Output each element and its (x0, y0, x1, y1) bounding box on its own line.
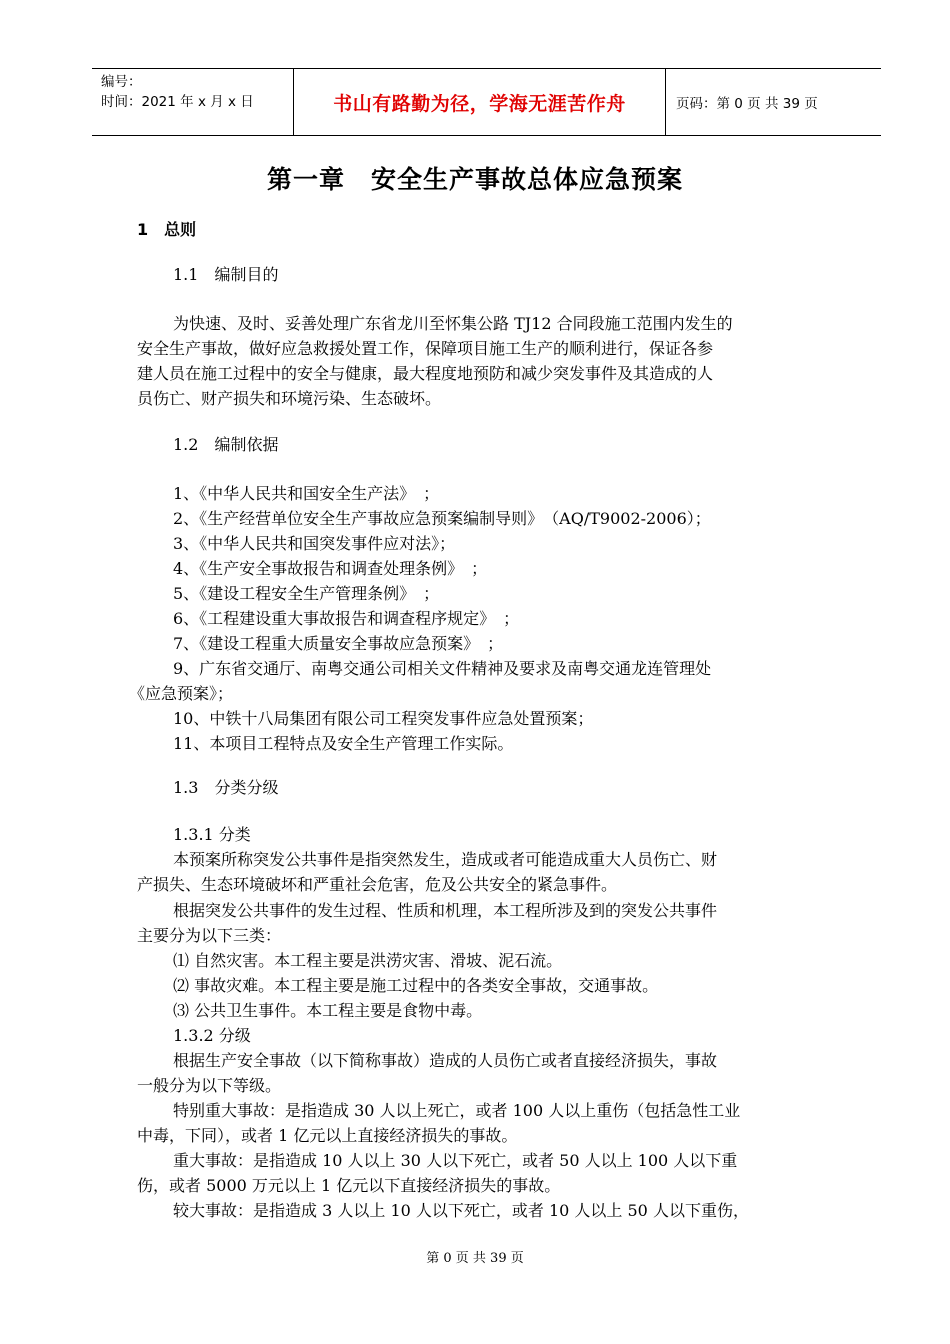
list-item: 10、中铁十八局集团有限公司工程突发事件应急处置预案； (173, 709, 594, 728)
number-label: 编号： (101, 74, 142, 90)
header-info (92, 69, 293, 135)
paragraph-line: 中毒，下同），或者 1 亿元以上直接经济损失的事故。 (137, 1126, 518, 1145)
paragraph-line: 产损失、生态环境破坏和严重社会危害，危及公共安全的紧急事件。 (137, 875, 618, 894)
list-item: 2、《生产经营单位安全生产事故应急预案编制导则》 （AQ/T9002-2006）； (173, 509, 711, 528)
paragraph-line: 建人员在施工过程中的安全与健康，最大程度地预防和减少突发事件及其造成的人 (137, 364, 714, 383)
subsection-heading: 1.1 编制目的 (173, 265, 279, 284)
paragraph-line: 本预案所称突发公共事件是指突然发生，造成或者可能造成重大人员伤亡、财 (173, 850, 718, 869)
list-item: 4、《生产安全事故报告和调查处理条例》 ； (173, 559, 488, 578)
subsection-heading: 1.3 分类分级 (173, 778, 279, 797)
paragraph-line: 主要分为以下三类： (137, 926, 282, 945)
paragraph-line: 为快速、及时、妥善处理广东省龙川至怀集公路 TJ12 合同段施工范围内发生的 (173, 314, 733, 333)
list-item: 《应急预案》； (129, 684, 234, 703)
paragraph-line: 重大事故：是指造成 10 人以上 30 人以下死亡，或者 50 人以上 100 人以下重 (173, 1151, 738, 1170)
list-item: 9、广东省交通厅、南粤交通公司相关文件精神及要求及南粤交通龙连管理处 (173, 659, 712, 678)
sub-subsection-heading: 1.3.1 分类 (173, 825, 251, 844)
paragraph-line: 根据生产安全事故（以下简称事故）造成的人员伤亡或者直接经济损失，事故 (173, 1051, 718, 1070)
paragraph-line: 根据突发公共事件的发生过程、性质和机理，本工程所涉及到的突发公共事件 (173, 901, 718, 920)
header-page-cell (666, 69, 881, 135)
page-footer: 第 0 页 共 39 页 (426, 1251, 524, 1266)
time-label: 时间：2021 年 x 月 x 日 (101, 94, 254, 110)
list-item: 5、《建设工程安全生产管理条例》 ； (173, 584, 440, 603)
paragraph-line: 伤，或者 5000 万元以上 1 亿元以下直接经济损失的事故。 (137, 1176, 561, 1195)
header-motto-cell (293, 69, 666, 135)
list-item: ⑴ 自然灾害。本工程主要是洪涝灾害、滑坡、泥石流。 (173, 951, 563, 970)
page-header (92, 68, 881, 136)
paragraph-line: 一般分为以下等级。 (137, 1076, 282, 1095)
paragraph-line: 员伤亡、财产损失和环境污染、生态破坏。 (137, 389, 442, 408)
chapter-title: 第一章 安全生产事故总体应急预案 (266, 165, 683, 194)
list-item: 3、《中华人民共和国突发事件应对法》； (173, 534, 456, 553)
list-item: 11、本项目工程特点及安全生产管理工作实际。 (173, 734, 514, 753)
paragraph-line: 较大事故：是指造成 3 人以上 10 人以下死亡，或者 10 人以上 50 人以下重伤， (173, 1201, 749, 1220)
list-item: 7、《建设工程重大质量安全事故应急预案》 ； (173, 634, 504, 653)
section-heading-general: 1 总则 (137, 220, 197, 239)
subsection-heading: 1.2 编制依据 (173, 435, 279, 454)
list-item: 6、《工程建设重大事故报告和调查程序规定》 ； (173, 609, 520, 628)
list-item: 1、《中华人民共和国安全生产法》 ； (173, 484, 440, 503)
paragraph-line: 安全生产事故，做好应急救援处置工作，保障项目施工生产的顺利进行，保证各参 (137, 339, 714, 358)
page-number-label: 页码：第 0 页 共 39 页 (676, 96, 818, 112)
list-item: ⑶ 公共卫生事件。本工程主要是食物中毒。 (173, 1001, 483, 1020)
list-item: ⑵ 事故灾难。本工程主要是施工过程中的各类安全事故，交通事故。 (173, 976, 659, 995)
sub-subsection-heading: 1.3.2 分级 (173, 1026, 251, 1045)
header-motto: 书山有路勤为径，学海无涯苦作舟 (333, 92, 626, 115)
paragraph-line: 特别重大事故：是指造成 30 人以上死亡，或者 100 人以上重伤（包括急性工业 (173, 1101, 741, 1120)
